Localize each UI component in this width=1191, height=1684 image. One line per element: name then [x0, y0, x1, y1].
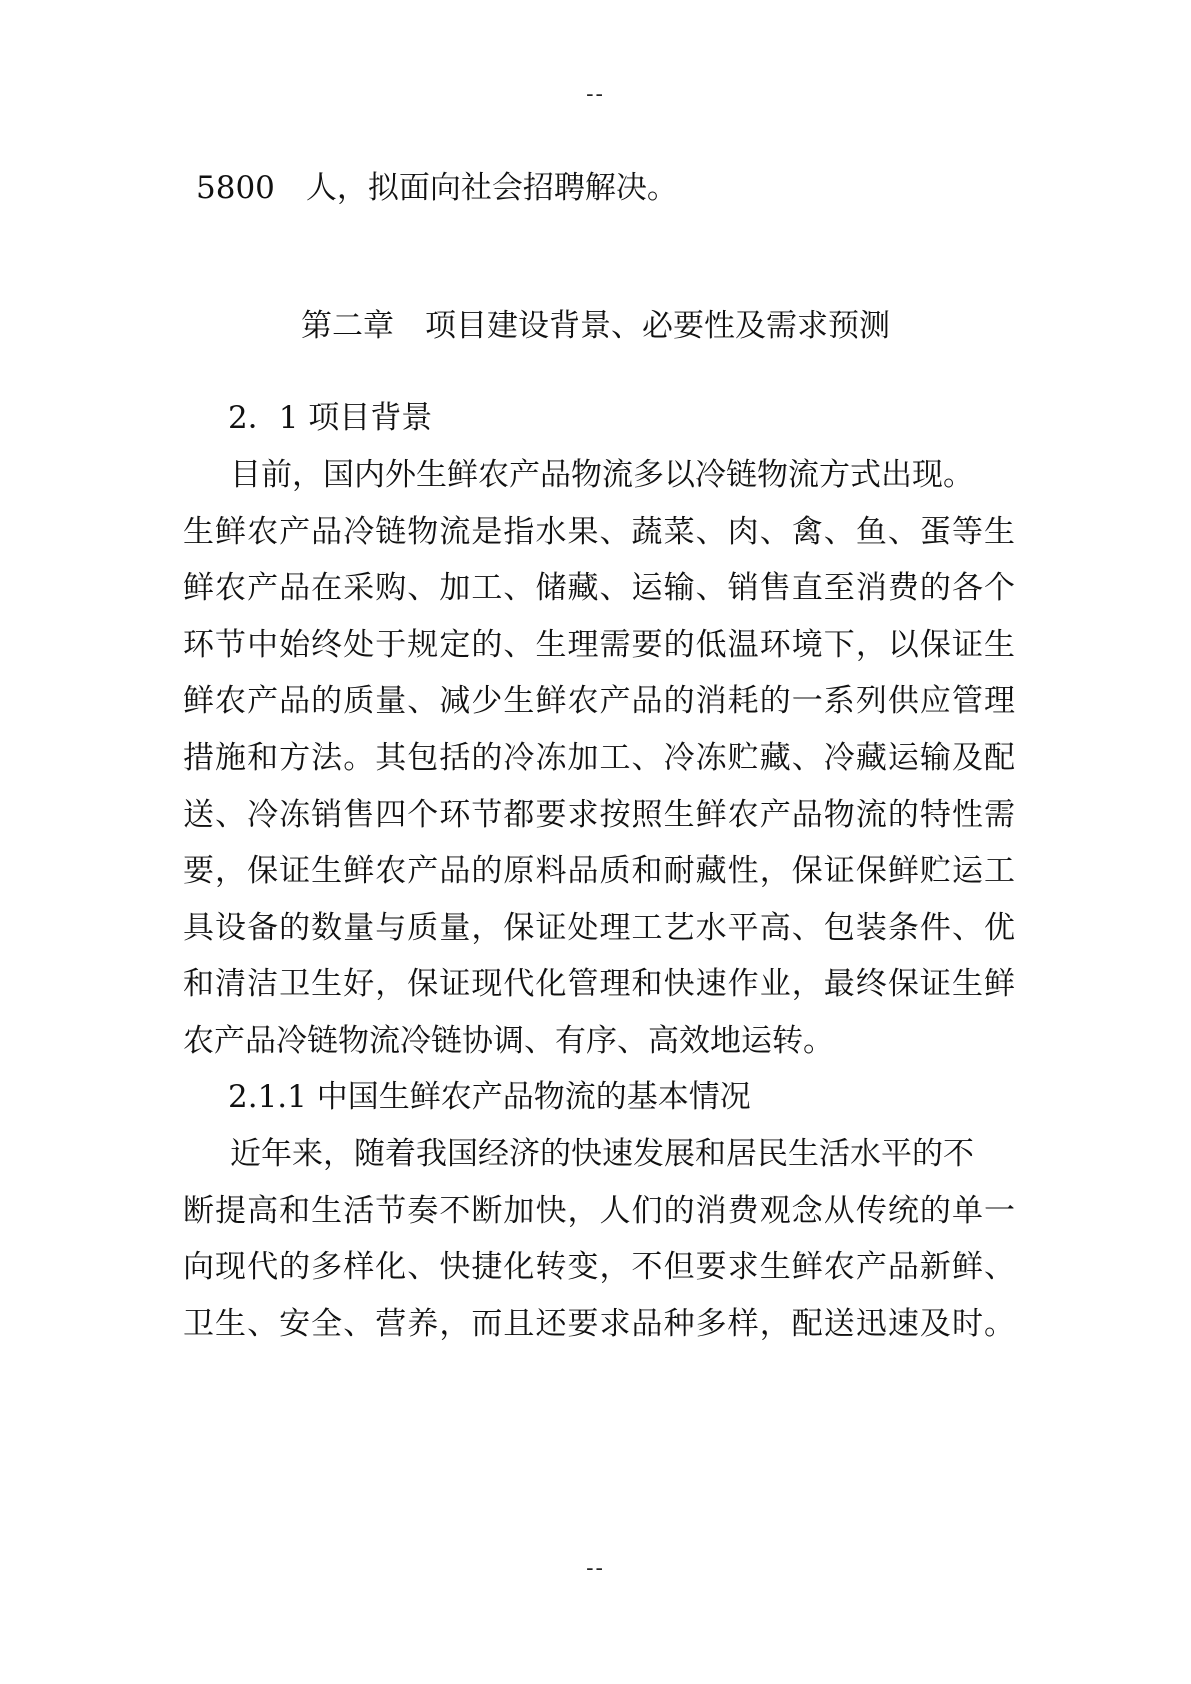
page-header-marker: -- — [586, 82, 605, 107]
paragraph-line: 向现代的多样化、快捷化转变，不但要求生鲜农产品新鲜、 — [183, 1249, 1015, 1285]
paragraph-line: 卫生、安全、营养，而且还要求品种多样，配送迅速及时。 — [183, 1306, 1015, 1342]
paragraph-line: 具设备的数量与质量，保证处理工艺水平高、包装条件、优 — [183, 910, 1015, 946]
chapter-title: 第二章 项目建设背景、必要性及需求预测 — [301, 308, 890, 344]
page-footer-marker: -- — [586, 1556, 605, 1581]
section-2-1-1-heading: 2.1.1 中国生鲜农产品物流的基本情况 — [228, 1079, 751, 1115]
paragraph-line: 措施和方法。其包括的冷冻加工、冷冻贮藏、冷藏运输及配 — [183, 740, 1015, 776]
paragraph-line: 和清洁卫生好，保证现代化管理和快速作业，最终保证生鲜 — [183, 966, 1015, 1002]
paragraph-line: 断提高和生活节奏不断加快，人们的消费观念从传统的单一 — [183, 1193, 1015, 1229]
paragraph-line: 鲜农产品的质量、减少生鲜农产品的消耗的一系列供应管理 — [183, 683, 1015, 719]
paragraph-line: 要，保证生鲜农产品的原料品质和耐藏性，保证保鲜贮运工 — [183, 853, 1015, 889]
paragraph-line: 目前，国内外生鲜农产品物流多以冷链物流方式出现。 — [230, 457, 974, 493]
carryover-line: 5800 人，拟面向社会招聘解决。 — [196, 170, 678, 206]
paragraph-line: 鲜农产品在采购、加工、储藏、运输、销售直至消费的各个 — [183, 570, 1015, 606]
section-2-1-heading: 2．1 项目背景 — [228, 400, 433, 436]
paragraph-line: 生鲜农产品冷链物流是指水果、蔬菜、肉、禽、鱼、蛋等生 — [183, 514, 1015, 550]
paragraph-line: 农产品冷链物流冷链协调、有序、高效地运转。 — [183, 1023, 834, 1059]
paragraph-line: 送、冷冻销售四个环节都要求按照生鲜农产品物流的特性需 — [183, 797, 1015, 833]
paragraph-line: 近年来，随着我国经济的快速发展和居民生活水平的不 — [230, 1136, 974, 1172]
paragraph-line: 环节中始终处于规定的、生理需要的低温环境下，以保证生 — [183, 627, 1015, 663]
